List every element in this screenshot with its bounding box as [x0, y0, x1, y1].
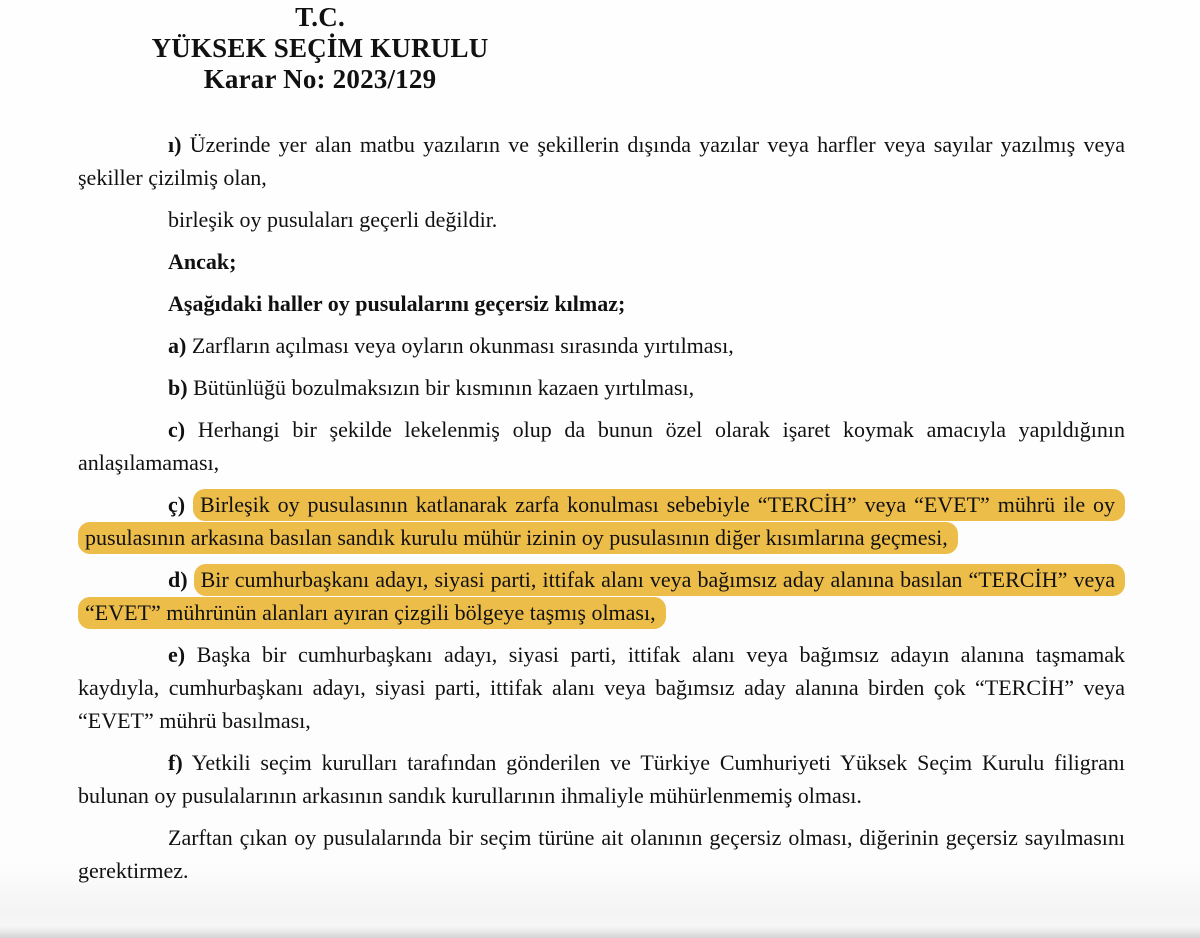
paragraph-label: ı) [168, 132, 182, 157]
paragraph-label-wrap [168, 417, 198, 442]
document-paragraph [78, 563, 1125, 629]
document-paragraph [78, 746, 1125, 812]
paragraph-text: Üzerinde yer alan matbu yazıların ve şekillerin dışında yazılar veya harfler veya sayılar yazılmış veya şekiller çizilmiş olan, [78, 132, 1126, 190]
paragraph-label: b) [168, 375, 188, 400]
document-paragraph [78, 203, 1125, 236]
paragraph-text: Başka bir cumhurbaşkanı adayı, siyasi parti, ittifak alanı veya bağımsız adayın alanına taşmamak kaydıyla, cumhurbaşkanı adayı, siyasi parti, ittifak alanı veya bağımsız aday alanına birden çok “TERCİH” veya “EVET” mührü basılması, [78, 642, 1125, 733]
paragraph-text: Birleşik oy pusulasının katlanarak zarfa konulması sebebiyle “TERCİH” veya “EVET” mührü ile oy pusulasının arkasına basılan sandık kurulu mühür izinin oy pusulasının diğer kısımlarına geçmesi, [78, 489, 1125, 554]
paragraph-text: Herhangi bir şekilde lekelenmiş olup da bunun özel olarak işaret koymak amacıyla yapıldığının anlaşılamaması, [78, 417, 1126, 475]
header-institution: YÜKSEK SEÇİM KURULU [151, 33, 489, 63]
paragraph-text: Zarftan çıkan oy pusulalarında bir seçim türüne ait olanının geçersiz olması, diğerinin geçersiz sayılmasını gerektirmez. [78, 825, 1125, 883]
document-body [78, 128, 1125, 896]
header-tc: T.C. [295, 2, 345, 32]
paragraph-label-wrap [168, 750, 192, 775]
document-paragraph [78, 638, 1125, 737]
paragraph-label: a) [168, 333, 187, 358]
document-paragraph [78, 287, 1125, 320]
paragraph-text: Zarfların açılması veya oyların okunması sırasında yırtılması, [191, 333, 734, 358]
paragraph-label: d) [168, 567, 188, 592]
document-paragraph [78, 821, 1125, 887]
document-paragraph [78, 128, 1125, 194]
paragraph-label: ç) [168, 492, 186, 517]
paragraph-text: Bütünlüğü bozulmaksızın bir kısmının kazaen yırtılması, [193, 375, 695, 400]
paragraph-label: e) [168, 642, 186, 667]
paragraph-label-wrap [168, 375, 193, 400]
paragraph-text: Bir cumhurbaşkanı adayı, siyasi parti, ittifak alanı veya bağımsız aday alanına basılan “TERCİH” veya “EVET” mührünün alanları ayıran çizgili bölgeye taşmış olması, [78, 564, 1125, 629]
paragraph-label: c) [168, 417, 186, 442]
paragraph-text: Aşağıdaki haller oy pusulalarını geçersiz kılmaz; [168, 291, 626, 316]
paragraph-label-wrap [168, 333, 192, 358]
paragraph-text: birleşik oy pusulaları geçerli değildir. [168, 207, 498, 232]
document-header [0, 2, 640, 95]
paragraph-label-wrap [168, 642, 197, 667]
paragraph-label-wrap [168, 132, 190, 157]
paragraph-label-wrap [168, 567, 194, 592]
screenshot-bottom-edge [0, 926, 1200, 938]
document-paragraph [78, 413, 1125, 479]
paragraph-text: Yetkili seçim kurulları tarafından gönderilen ve Türkiye Cumhuriyeti Yüksek Seçim Kurulu filigranı bulunan oy pusulalarının arkasının sandık kurullarının ihmaliyle mühürlenmemiş olması. [78, 750, 1125, 808]
paragraph-text: Ancak; [168, 249, 237, 274]
document-paragraph [78, 245, 1125, 278]
document-paragraph [78, 371, 1125, 404]
document-paragraph [78, 329, 1125, 362]
header-decision-number: Karar No: 2023/129 [203, 64, 437, 94]
document-paragraph [78, 488, 1125, 554]
paragraph-label-wrap [168, 492, 193, 517]
paragraph-label: f) [168, 750, 183, 775]
